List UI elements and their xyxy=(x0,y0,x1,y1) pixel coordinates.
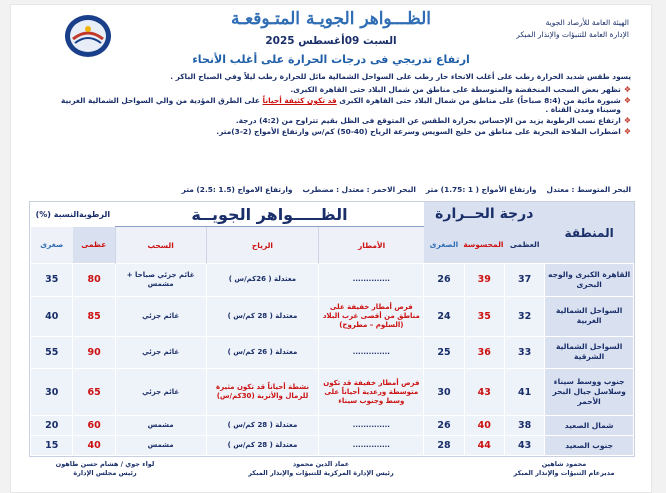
note-text: اضطراب الملاحة البحرية على مناطق من خليج السويس وسرعة الرياح (40-50) كم/س وارتفاع الأمواج (2-3)متر. xyxy=(216,127,621,136)
diamond-bullet-icon: ❖ xyxy=(623,116,631,125)
note-text: ارتفاع نسب الرطوبة يزيد من الإحساس بحرارة الطقس عن المتوقع فى الظل بقيم تتراوح من (4:2) درجة. xyxy=(235,116,621,125)
feels-like-temp: 36 xyxy=(464,336,504,369)
wind-value: معتدلة ( 28 كم/س ) xyxy=(206,296,319,336)
clouds-value: غائم جزئي xyxy=(115,336,206,369)
clouds-value: مشمس xyxy=(115,436,206,456)
header xyxy=(11,7,651,65)
humidity-header: الرطوبةالنسبة (%) xyxy=(31,202,116,227)
max-temp: 33 xyxy=(504,336,544,369)
note-text-part: شبورة مائية من (8:4 صباحاً) على مناطق من شمال البلاد حتى القاهرة الكبرى xyxy=(336,96,621,105)
forecast-notes xyxy=(51,72,631,138)
rain-value: .............. xyxy=(319,436,424,456)
feels-like-temp: 40 xyxy=(464,416,504,436)
humidity-max: 40 xyxy=(73,436,115,456)
note-item xyxy=(51,116,631,125)
max-temp: 41 xyxy=(504,369,544,416)
note-warning-text: قد تكون كثيفة أحياناً xyxy=(262,96,337,105)
feels-like-temp: 39 xyxy=(464,264,504,297)
signer-name: عماد الدين محمود xyxy=(292,460,350,468)
signer-name: لواء جوي / هشام حسن طاهون xyxy=(55,460,155,468)
note-text: تظهر بعض السحب المنخفضة والمتوسطة على مناطق من شمال البلاد حتى القاهرة الكبرى. xyxy=(290,85,621,94)
note-item xyxy=(51,85,631,94)
table-row xyxy=(31,296,634,336)
org-name: الهيئة العامة للأرصاد الجوية xyxy=(545,18,629,27)
min-temp-header: الصغرى xyxy=(424,227,464,264)
diamond-bullet-icon: ❖ xyxy=(623,85,631,94)
signer-title: مديرعام التنبؤات والإنذار المبكر xyxy=(513,469,615,477)
note-item xyxy=(51,96,631,114)
red-sea-waves: وارتفاع الامواج (1.5 :2.5) متر xyxy=(181,185,293,194)
clouds-value: غائم جزئي xyxy=(115,296,206,336)
humidity-max: 90 xyxy=(73,336,115,369)
min-temp: 30 xyxy=(424,369,464,416)
clouds-value: مشمس xyxy=(115,416,206,436)
phenomena-header: الظـــــواهر الجويــة xyxy=(115,202,424,227)
humidity-min: 30 xyxy=(31,369,73,416)
feels-like-temp: 35 xyxy=(464,296,504,336)
diamond-bullet-icon: ❖ xyxy=(623,127,631,136)
table-row xyxy=(31,436,634,456)
temperature-header: درجة الحــرارة xyxy=(424,202,545,227)
humidity-min: 55 xyxy=(31,336,73,369)
signature-block xyxy=(499,460,629,478)
signature-block xyxy=(241,460,401,478)
humidity-max: 80 xyxy=(73,264,115,297)
region-name: شمال الصعيد xyxy=(545,416,634,436)
wind-value: معتدلة ( 26كم/س ) xyxy=(206,264,319,297)
wind-value: نشطة أحياناً قد تكون مثيرة للرمال والأتربة (30كم/س) xyxy=(206,369,319,416)
feels-like-header: المحسوسة xyxy=(464,227,504,264)
wind-value: معتدلة ( 26 كم/س ) xyxy=(206,336,319,369)
clouds-value: غائم جزئي xyxy=(115,369,206,416)
rain-header: الأمطار xyxy=(319,227,424,264)
min-temp: 25 xyxy=(424,336,464,369)
min-temp: 28 xyxy=(424,436,464,456)
region-name: السواحل الشمالية الشرقية xyxy=(545,336,634,369)
rain-value: .............. xyxy=(319,264,424,297)
org-department: الإدارة العامة للتنبؤات والإنذار المبكر xyxy=(516,30,629,39)
region-name: جنوب ووسط سيناء وسلاسل جبال البحر الأحمر xyxy=(545,369,634,416)
rain-value: .............. xyxy=(319,416,424,436)
table-row xyxy=(31,416,634,436)
forecast-subtitle: ارتفاع تدريجي فى درجات الحرارة على أغلب الأنحاء xyxy=(192,53,470,66)
min-temp: 24 xyxy=(424,296,464,336)
feels-like-temp: 43 xyxy=(464,369,504,416)
forecast-table xyxy=(29,201,635,457)
red-sea-label: البحر الاحمر : معتدل : مضطرب xyxy=(302,185,416,194)
rain-value: .............. xyxy=(319,336,424,369)
wind-value: معتدلة ( 28 كم/س ) xyxy=(206,436,319,456)
signer-title: رئيس مجلس الإدارة xyxy=(73,469,137,477)
note-text xyxy=(51,96,621,114)
max-temp: 38 xyxy=(504,416,544,436)
humidity-min-header: صغرى xyxy=(31,227,73,264)
signatures xyxy=(11,460,651,488)
diamond-bullet-icon: ❖ xyxy=(623,96,631,105)
min-temp: 26 xyxy=(424,264,464,297)
signer-name: محمود شاهين xyxy=(541,460,587,468)
region-header: المنطقة xyxy=(545,202,634,264)
forecast-card xyxy=(10,4,652,493)
region-name: القاهرة الكبرى والوجه البحرى xyxy=(545,264,634,297)
humidity-max-header: عظمى xyxy=(73,227,115,264)
med-sea-waves: وارتفاع الأمواج ( 1 :1.75) متر xyxy=(425,185,537,194)
summary-text: يسود طقس شديد الحرارة رطب على أغلب الانحاء حار رطب على السواحل الشمالية مائل للحرارة رطب ليلاً وفي الصباح الباكر . xyxy=(170,72,631,81)
max-temp: 43 xyxy=(504,436,544,456)
clouds-value: غائم جزئي صباحا + مشمس xyxy=(115,264,206,297)
humidity-min: 40 xyxy=(31,296,73,336)
ema-logo-icon xyxy=(63,13,113,59)
min-temp: 26 xyxy=(424,416,464,436)
wind-header: الرياح xyxy=(206,227,319,264)
max-temp: 37 xyxy=(504,264,544,297)
table-row xyxy=(31,264,634,297)
region-name: السواحل الشمالية الغربية xyxy=(545,296,634,336)
humidity-max: 85 xyxy=(73,296,115,336)
clouds-header: السحب xyxy=(115,227,206,264)
max-temp: 32 xyxy=(504,296,544,336)
rain-value: فرص أمطار خفيفة قد تكون متوسطة ورعدية أحياناً على وسط وجنوب سيناء xyxy=(319,369,424,416)
humidity-max: 60 xyxy=(73,416,115,436)
humidity-max: 65 xyxy=(73,369,115,416)
region-name: جنوب الصعيد xyxy=(545,436,634,456)
med-sea-label: البحر المتوسط : معتدل xyxy=(546,185,631,194)
humidity-min: 15 xyxy=(31,436,73,456)
feels-like-temp: 44 xyxy=(464,436,504,456)
page-title: الظـــواهر الجويـة المتـوقعـة xyxy=(230,9,431,29)
max-temp-header: العظمى xyxy=(504,227,544,264)
humidity-min: 35 xyxy=(31,264,73,297)
organization-block xyxy=(516,17,629,41)
sea-state xyxy=(31,185,631,194)
note-item xyxy=(51,127,631,136)
signature-block xyxy=(35,460,175,478)
table-row xyxy=(31,369,634,416)
humidity-min: 20 xyxy=(31,416,73,436)
wind-value: معتدلة ( 28 كم/س ) xyxy=(206,416,319,436)
note-text-part: على الطرق المؤدية من والي السواحل الشمالية الغربية وسيناء ومدن القناة . xyxy=(61,96,621,114)
table-row xyxy=(31,336,634,369)
signer-title: رئيس الإدارة المركزية للتنبؤات والإنذار المبكر xyxy=(248,469,394,477)
forecast-date: السبت 09أغسطس 2025 xyxy=(265,35,397,47)
rain-value: فرص أمطار خفيفة على مناطق من أقصى غرب البلاد (السلوم – مطروح) xyxy=(319,296,424,336)
